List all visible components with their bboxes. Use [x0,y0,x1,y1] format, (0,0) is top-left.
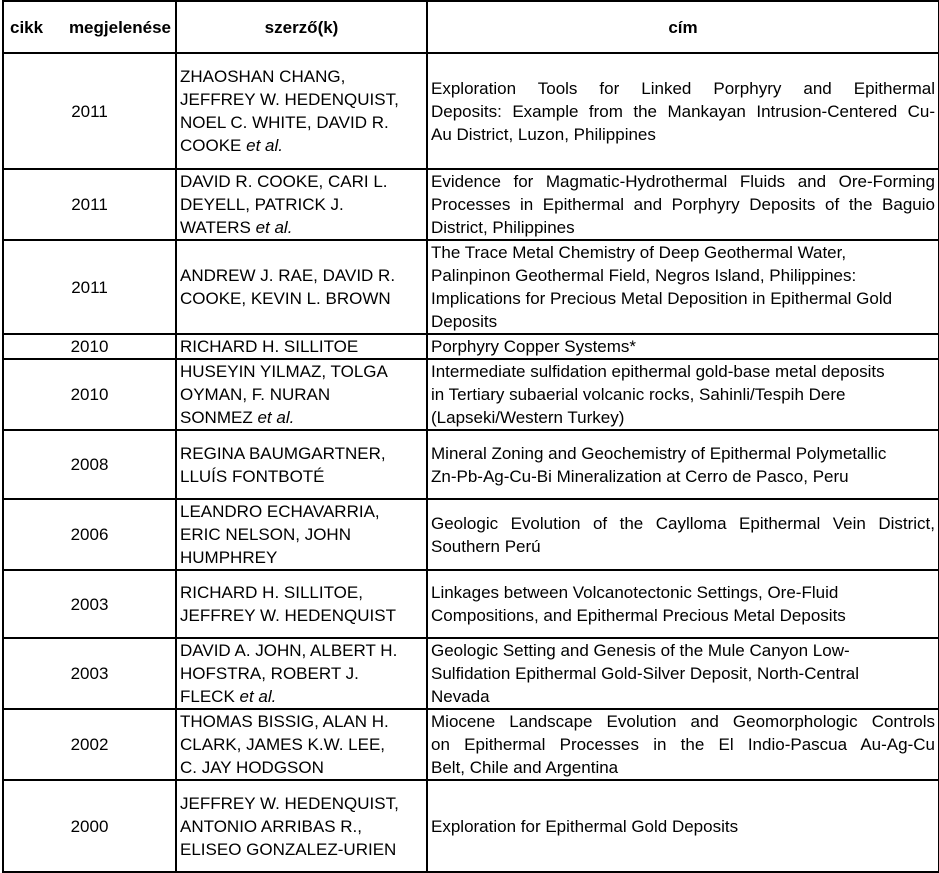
title-line: Mineral Zoning and Geochemistry of Epithermal Polymetallic [431,443,887,463]
title-line: on Epithermal Processes in the El Indio-Pascua Au-Ag-Cu [431,735,935,754]
title-cell [427,780,939,872]
year-cell: 2002 [3,709,176,780]
title-cell [427,570,939,638]
author-line: JEFFREY W. HEDENQUIST [180,606,396,625]
title-cell [427,709,939,780]
authors-cell [176,240,427,334]
author-line: DEYELL, PATRICK J. [180,195,344,214]
author-line: HOFSTRA, ROBERT J. [180,664,359,683]
authors-cell [176,709,427,780]
table-row [3,169,939,240]
header-cikk: cikk [10,17,44,37]
title-line: in Tertiary subaerial volcanic rocks, Sahinli/Tespih Dere [431,385,846,404]
author-line: ANDREW J. RAE, DAVID R. [180,266,396,285]
author-line: LEANDRO ECHAVARRIA, [180,502,380,521]
title-cell [427,499,939,570]
author-name: WATERS [180,218,251,237]
table-row [3,638,939,709]
title-line: Processes in Epithermal and Porphyry Deposits of the Baguio [431,195,935,214]
title-line: The Trace Metal Chemistry of Deep Geothermal Water, [431,243,847,262]
authors-cell [176,570,427,638]
authors-cell [176,53,427,169]
et-al: et al. [255,218,293,237]
header-szerzo: szerző(k) [176,1,427,53]
authors-cell [176,359,427,430]
title-line: Nevada [431,687,490,706]
author-line-last [180,685,423,708]
title-line: Exploration Tools for Linked Porphyry and Epithermal [431,78,935,98]
title-line: Southern Perú [431,536,541,556]
table-row [3,499,939,570]
year-cell: 2000 [3,780,176,872]
author-line: HUSEYIN YILMAZ, TOLGA [180,362,388,381]
title-line: Palinpinon Geothermal Field, Negros Island, Philippines: [431,266,857,285]
title-line: Porphyry Copper Systems* [431,337,637,356]
title-line: Implications for Precious Metal Deposition in Epithermal Gold [431,289,893,308]
year-cell: 2011 [3,240,176,334]
title-line: Geologic Evolution of the Caylloma Epithermal Vein District, [431,513,935,533]
year-cell: 2010 [3,359,176,430]
title-line: Miocene Landscape Evolution and Geomorphologic Controls [431,712,935,731]
author-name: SONMEZ [180,408,253,427]
author-line: ZHAOSHAN CHANG, [180,67,346,86]
author-line: CLARK, JAMES K.W. LEE, [180,735,386,754]
header-cim: cím [427,1,939,53]
et-al: et al. [257,408,295,427]
year-cell: 2003 [3,570,176,638]
author-line-last [180,134,423,157]
et-al: et al. [246,136,283,155]
publications-table [2,0,939,873]
year-cell: 2011 [3,53,176,169]
title-line: Au District, Luzon, Philippines [431,124,656,144]
year-cell: 2006 [3,499,176,570]
title-line: Intermediate sulfidation epithermal gold-base metal deposits [431,362,885,381]
header-row [3,1,939,53]
year-cell: 2011 [3,169,176,240]
table-row [3,240,939,334]
et-al: et al. [239,687,277,706]
title-line: Belt, Chile and Argentina [431,758,619,777]
year-cell: 2010 [3,334,176,359]
title-cell [427,240,939,334]
authors-cell [176,430,427,499]
title-cell [427,430,939,499]
author-line: LLUÍS FONTBOTÉ [180,466,325,486]
table-row [3,53,939,169]
title-line: (Lapseki/Western Turkey) [431,408,625,427]
authors-cell [176,499,427,570]
table-row [3,780,939,872]
authors-cell [176,169,427,240]
author-line: DAVID A. JOHN, ALBERT H. [180,641,398,660]
author-line: ELISEO GONZALEZ-URIEN [180,839,397,859]
author-name: FLECK [180,687,235,706]
title-cell [427,53,939,169]
year-cell: 2008 [3,430,176,499]
title-cell [427,334,939,359]
header-megjelenese: megjelenése [68,17,171,37]
author-line: DAVID R. COOKE, CARI L. [180,172,388,191]
author-line-last [180,216,423,239]
title-line: Evidence for Magmatic-Hydrothermal Fluids and Ore-Forming [431,172,935,191]
title-line: District, Philippines [431,218,575,237]
title-cell [427,638,939,709]
author-line: COOKE, KEVIN L. BROWN [180,289,391,308]
table-row [3,359,939,430]
author-line: ANTONIO ARRIBAS R., [180,816,363,836]
table-row [3,430,939,499]
title-line: Zn-Pb-Ag-Cu-Bi Mineralization at Cerro de Pasco, Peru [431,466,849,486]
authors-cell [176,334,427,359]
table-row [3,334,939,359]
year-cell: 2003 [3,638,176,709]
title-line: Deposits: Example from the Mankayan Intrusion-Centered Cu- [431,101,935,121]
author-line: HUMPHREY [180,548,278,567]
author-line: OYMAN, F. NURAN [180,385,331,404]
author-line: C. JAY HODGSON [180,758,324,777]
title-line: Compositions, and Epithermal Precious Metal Deposits [431,606,846,625]
table-row [3,570,939,638]
title-line: Exploration for Epithermal Gold Deposits [431,816,739,836]
title-line: Geologic Setting and Genesis of the Mule Canyon Low- [431,641,850,660]
author-line: NOEL C. WHITE, DAVID R. [180,113,389,132]
authors-cell [176,638,427,709]
author-line: ERIC NELSON, JOHN [180,525,351,544]
author-line: JEFFREY W. HEDENQUIST, [180,90,399,109]
author-line: RICHARD H. SILLITOE, [180,583,363,602]
author-name: COOKE [180,136,242,155]
author-line: THOMAS BISSIG, ALAN H. [180,712,389,731]
title-line: Sulfidation Epithermal Gold-Silver Deposit, North-Central [431,664,860,683]
author-line: JEFFREY W. HEDENQUIST, [180,793,399,813]
title-cell [427,359,939,430]
header-year-cell [3,1,176,53]
author-line: RICHARD H. SILLITOE [180,337,359,356]
authors-cell [176,780,427,872]
author-line-last [180,406,423,429]
title-line: Deposits [431,312,498,331]
title-line: Linkages between Volcanotectonic Settings, Ore-Fluid [431,583,839,602]
author-line: REGINA BAUMGARTNER, [180,443,386,463]
table-body [3,53,939,872]
title-cell [427,169,939,240]
table-row [3,709,939,780]
